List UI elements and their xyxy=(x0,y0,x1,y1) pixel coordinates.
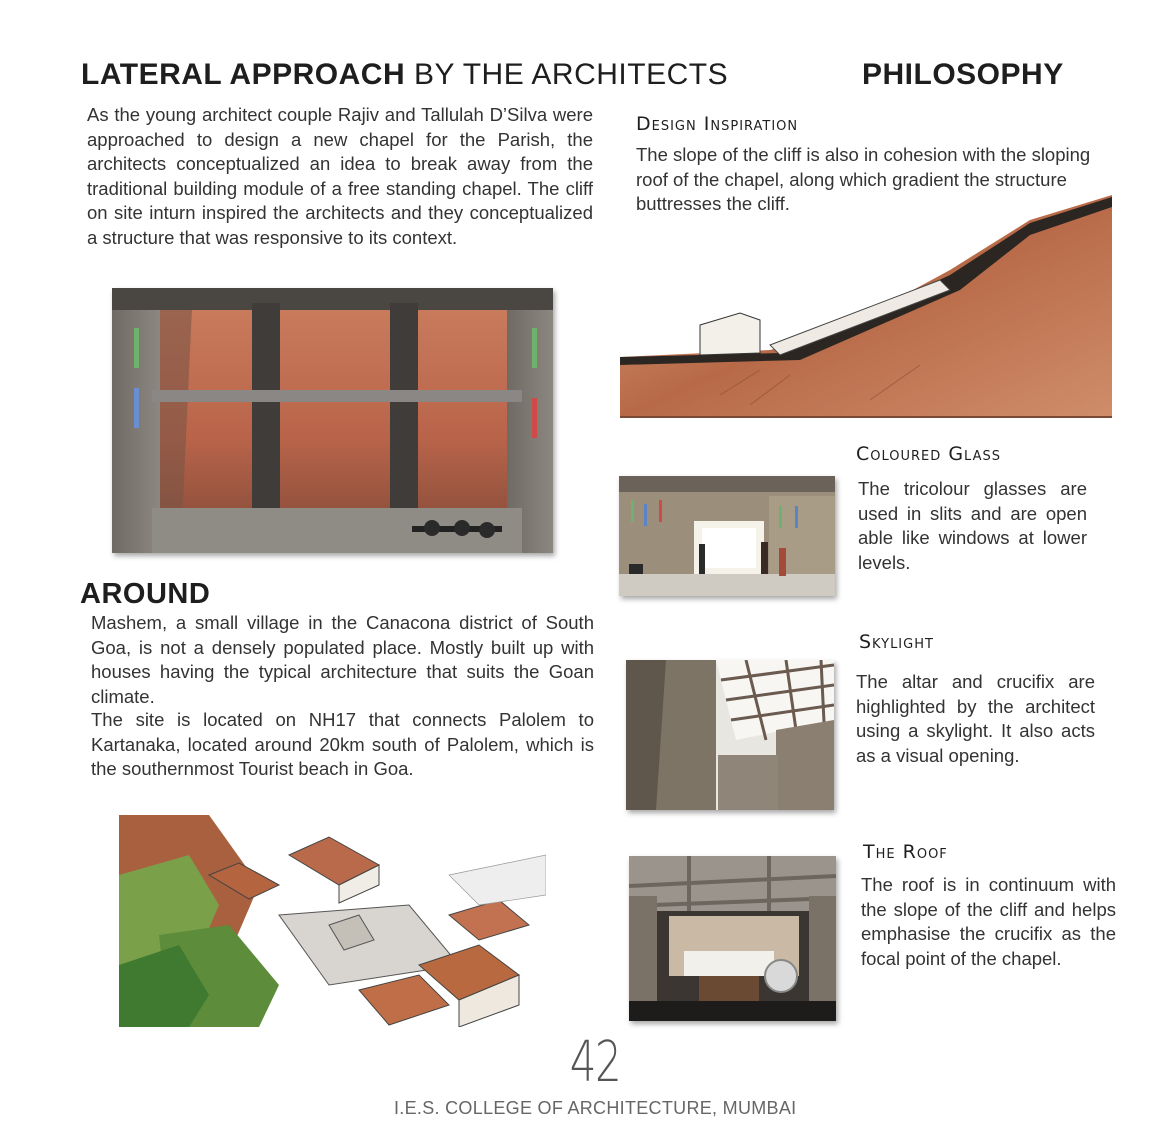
design-inspiration-text: The slope of the cliff is also in cohesion with the sloping roof of the chapel, along which gradient the structure buttresses the cliff. xyxy=(636,144,1091,214)
page-number: 42 xyxy=(569,1030,621,1095)
skylight-text: The altar and crucifix are highlighted by the architect using a skylight. It also acts as a visual opening. xyxy=(856,671,1095,766)
coloured-glass-photo xyxy=(619,476,835,596)
around-paragraph-1: Mashem, a small village in the Canacona district of South Goa, is not a densely populated place. Mostly built up with houses having the typical architecture that suits the Goan climate. xyxy=(91,612,594,707)
around-paragraph-2: The site is located on NH17 that connects Palolem to Kartanaka, located around 20km south of Palolem, which is the southernmost Tourist beach in Goa. xyxy=(91,709,594,779)
cliff-section-sketch xyxy=(620,195,1112,420)
chapel-interior-photo xyxy=(112,288,553,553)
footer-college-name: I.E.S. COLLEGE OF ARCHITECTURE, MUMBAI xyxy=(394,1098,797,1118)
skylight-photo xyxy=(626,660,834,810)
intro-paragraph: As the young architect couple Rajiv and Tallulah D’Silva were approached to design a new chapel for the Parish, the architects conceptualized an idea to break away from the traditional building module of a free standing chapel. The cliff on site inturn inspired the architects and they conceptualized a structure that was responsive to its context. xyxy=(87,104,593,248)
page-title xyxy=(81,58,728,92)
title-bold: LATERAL APPROACH xyxy=(81,58,406,91)
roof-heading: The Roof xyxy=(863,841,948,863)
philosophy-heading: PHILOSOPHY xyxy=(862,58,1064,91)
roof-text: The roof is in continuum with the slope of the cliff and helps emphasise the crucifix as the focal point of the chapel. xyxy=(861,874,1116,969)
coloured-glass-text: The tricolour glasses are used in slits and are open able like windows at lower levels. xyxy=(858,478,1087,573)
coloured-glass-heading: Coloured Glass xyxy=(856,443,1001,465)
roof-photo xyxy=(629,856,836,1021)
design-inspiration-heading: Design Inspiration xyxy=(636,113,799,135)
title-light: BY THE ARCHITECTS xyxy=(405,58,729,91)
skylight-heading: Skylight xyxy=(859,631,934,653)
around-heading: AROUND xyxy=(80,578,211,610)
site-aerial-sketch xyxy=(119,815,546,1027)
